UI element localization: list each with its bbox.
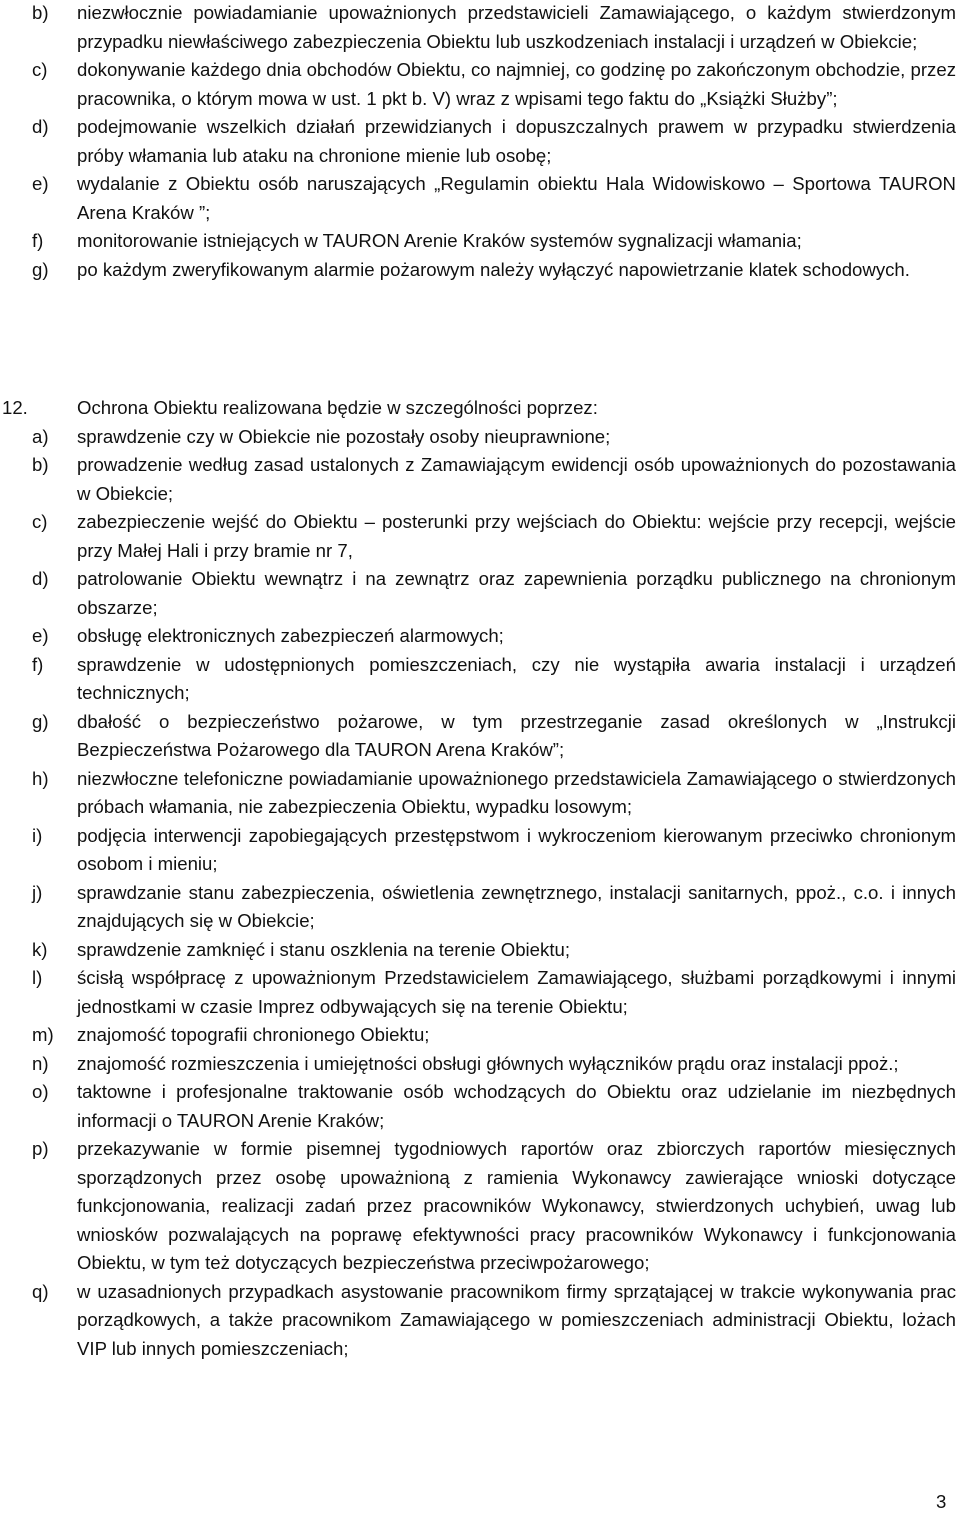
item-text: przekazywanie w formie pisemnej tygodniowych raportów oraz zbiorczych raportów miesięcznych sporządzonych przez osobę upoważnioną z ramienia Wykonawcy zawierające wnioski dotyczące funkcjonowania, realizacji zadań przez pracowników Wykonawcy, stwierdzonych uchybień, uwag lub wniosków pozwalających na poprawę efektywności pracy pracowników Wykonawcy i funkcjonowania Obiektu, w tym też dotyczących bezpieczeństwa przeciwpożarowego; (77, 1138, 956, 1273)
item-label: b) (32, 454, 49, 475)
item-text: podjęcia interwencji zapobiegających przestępstwom i wykroczeniom kierowanym przeciwko chronionym osobom i mieniu; (77, 824, 956, 874)
item-label: e) (32, 625, 49, 646)
list-item (0, 1135, 960, 1278)
item-label: g) (32, 710, 49, 732)
page-number: 3 (936, 1491, 947, 1512)
continued-list (0, 0, 960, 284)
item-label: k) (32, 938, 48, 960)
list-item (0, 170, 960, 227)
section-heading (0, 394, 960, 423)
item-label: o) (32, 1081, 49, 1102)
item-label: f) (32, 653, 44, 675)
item-label: q) (32, 1280, 49, 1302)
list-item (0, 936, 960, 965)
item-label: c) (32, 59, 48, 80)
item-label: l) (32, 967, 43, 988)
list-item (0, 256, 960, 285)
item-text: wydalanie z Obiektu osób naruszających „Regulamin obiektu Hala Widowiskowo – Sportowa TAURON Arena Kraków ”; (77, 173, 956, 223)
item-text: prowadzenie według zasad ustalonych z Zamawiającym ewidencji osób upoważnionych do pozostawania w Obiekcie; (77, 454, 956, 504)
list-item (0, 227, 960, 256)
list-item (0, 0, 960, 56)
list-item (0, 651, 960, 708)
list-item (0, 1278, 960, 1364)
item-text: w uzasadnionych przypadkach asystowanie pracownikom firmy sprzątającej w trakcie wykonywania prac porządkowych, a także pracownikom Zamawiającego w pomieszczeniach administracji Obiektu, lożach VIP lub innych pomieszczeniach; (77, 1280, 956, 1359)
list-item (0, 451, 960, 508)
item-text: monitorowanie istniejących w TAURON Arenie Kraków systemów sygnalizacji włamania; (77, 230, 802, 251)
section-number: 12. (2, 397, 28, 418)
list-item (0, 1021, 960, 1050)
item-text: sprawdzenie zamknięć i stanu oszklenia na terenie Obiektu; (77, 938, 570, 960)
item-text: sprawdzenie czy w Obiekcie nie pozostały osoby nieuprawnione; (77, 425, 611, 447)
list-item (0, 822, 960, 879)
item-label: b) (32, 2, 49, 23)
item-text: znajomość topografii chronionego Obiektu; (77, 1024, 430, 1045)
list-item (0, 765, 960, 822)
item-label: p) (32, 1138, 49, 1159)
item-text: niezwłocznie powiadamianie upoważnionych przedstawicieli Zamawiającego, o każdym stwierdzonym przypadku niewłaściwego zabezpieczenia Obiektu lub uszkodzeniach instalacji i urządzeń w Obiekcie; (77, 2, 956, 52)
item-label: f) (32, 230, 44, 251)
item-label: c) (32, 511, 48, 532)
item-text: taktowne i profesjonalne traktowanie osób wchodzących do Obiektu oraz udzielanie im niezbędnych informacji o TAURON Arenie Kraków; (77, 1081, 956, 1131)
item-text: dbałość o bezpieczeństwo pożarowe, w tym przestrzeganie zasad określonych w „Instrukcji Bezpieczeństwa Pożarowego dla TAURON Arena Kraków”; (77, 710, 956, 760)
item-text: po każdym zweryfikowanym alarmie pożarowym należy wyłączyć napowietrzanie klatek schodowych. (77, 258, 910, 280)
item-text: zabezpieczenie wejść do Obiektu – posterunki przy wejściach do Obiektu: wejście przy recepcji, wejście przy Małej Hali i przy bramie nr 7, (77, 511, 956, 561)
list-item (0, 622, 960, 651)
item-text: podejmowanie wszelkich działań przewidzianych i dopuszczalnych prawem w przypadku stwierdzenia próby włamania lub ataku na chronione mienie lub osobę; (77, 116, 956, 166)
list-item (0, 879, 960, 936)
list-item (0, 56, 960, 113)
item-text: obsługę elektronicznych zabezpieczeń alarmowych; (77, 625, 504, 646)
list-item (0, 423, 960, 452)
item-label: d) (32, 568, 49, 589)
list-item (0, 565, 960, 622)
item-label: d) (32, 116, 49, 137)
item-label: h) (32, 767, 49, 789)
item-label: j) (32, 881, 43, 903)
item-text: niezwłoczne telefoniczne powiadamianie upoważnionego przedstawiciela Zamawiającego o stwierdzonych próbach włamania, nie zabezpieczenia Obiektu, wypadku losowym; (77, 767, 956, 817)
item-text: ścisłą współpracę z upoważnionym Przedstawicielem Zamawiającego, służbami porządkowymi i innymi jednostkami w czasie Imprez odbywających się na terenie Obiektu; (77, 967, 956, 1017)
item-label: n) (32, 1052, 49, 1074)
section-heading-text: Ochrona Obiektu realizowana będzie w szczególności poprzez: (77, 397, 598, 418)
list-item (0, 964, 960, 1021)
item-text: sprawdzanie stanu zabezpieczenia, oświetlenia zewnętrznego, instalacji sanitarnych, ppoż., c.o. i innych znajdujących się w Obiekcie; (77, 881, 956, 931)
list-item (0, 1050, 960, 1079)
list-item (0, 708, 960, 765)
list-item (0, 113, 960, 170)
item-text: patrolowanie Obiektu wewnątrz i na zewnątrz oraz zapewnienia porządku publicznego na chronionym obszarze; (77, 568, 956, 618)
item-label: g) (32, 258, 49, 280)
item-text: znajomość rozmieszczenia i umiejętności obsługi głównych wyłączników prądu oraz instalacji ppoż.; (77, 1052, 899, 1074)
item-text: dokonywanie każdego dnia obchodów Obiektu, co najmniej, co godzinę po zakończonym obchodzie, przez pracownika, o którym mowa w ust. 1 pkt b. V) wraz z wpisami tego faktu do „Książki Służby”; (77, 59, 956, 109)
list-item (0, 1078, 960, 1135)
section-12 (0, 394, 960, 1363)
item-label: m) (32, 1024, 54, 1045)
item-text: sprawdzenie w udostępnionych pomieszczeniach, czy nie wystąpiła awaria instalacji i urządzeń technicznych; (77, 653, 956, 703)
list-item (0, 508, 960, 565)
item-label: e) (32, 173, 49, 194)
item-label: i) (32, 824, 43, 846)
item-label: a) (32, 425, 49, 447)
